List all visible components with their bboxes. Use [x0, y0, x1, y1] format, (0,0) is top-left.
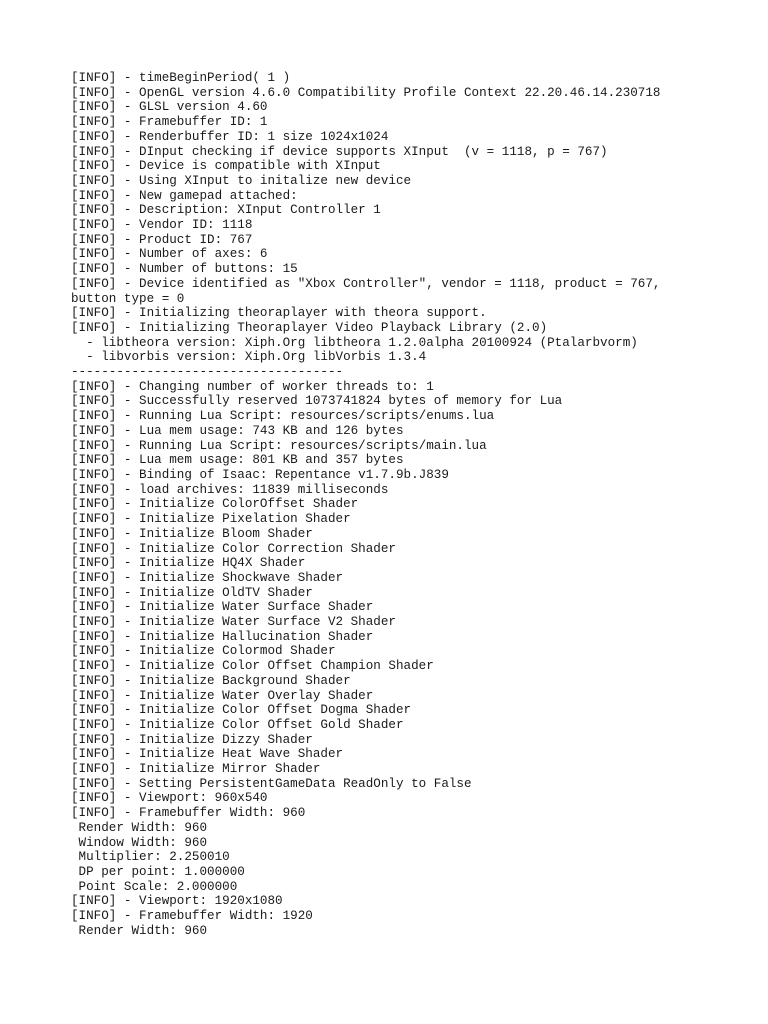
log-line: [INFO] - Initialize ColorOffset Shader: [71, 497, 359, 512]
log-line: [INFO] - Initializing Theoraplayer Video Playback Library (2.0): [71, 320, 548, 335]
log-line: [INFO] - New gamepad attached:: [71, 188, 298, 203]
log-line: [INFO] - Initialize Color Offset Gold Shader: [71, 717, 404, 732]
log-line: [INFO] - Initialize Colormod Shader: [71, 644, 336, 659]
log-line: DP per point: 1.000000: [71, 864, 245, 879]
log-line: [INFO] - DInput checking if device supports XInput (v = 1118, p = 767): [71, 144, 608, 159]
log-line: [INFO] - Using XInput to initalize new device: [71, 173, 412, 188]
log-line: [INFO] - Product ID: 767: [71, 232, 253, 247]
log-line: [INFO] - Initialize Heat Wave Shader: [71, 747, 344, 762]
log-line: [INFO] - Initialize Hallucination Shader: [71, 629, 374, 644]
log-line: Render Width: 960: [71, 820, 208, 835]
log-line: [INFO] - Initialize Color Offset Dogma Shader: [71, 703, 412, 718]
log-line: [INFO] - Framebuffer Width: 1920: [71, 909, 313, 924]
log-line: Render Width: 960: [71, 923, 208, 938]
log-line: [INFO] - Device identified as "Xbox Controller", vendor = 1118, product = 767,: [71, 276, 661, 291]
log-line: [INFO] - GLSL version 4.60: [71, 100, 268, 115]
log-line: [INFO] - Lua mem usage: 743 KB and 126 bytes: [71, 423, 404, 438]
log-line: Multiplier: 2.250010: [71, 850, 230, 865]
log-line: [INFO] - Lua mem usage: 801 KB and 357 bytes: [71, 453, 404, 468]
log-line: [INFO] - Initialize Water Overlay Shader: [71, 688, 374, 703]
log-line: [INFO] - Changing number of worker threads to: 1: [71, 379, 434, 394]
log-document: [71, 71, 711, 938]
log-line: Window Width: 960: [71, 835, 208, 850]
log-line: [INFO] - Initialize Dizzy Shader: [71, 732, 313, 747]
log-line: [INFO] - timeBeginPeriod( 1 ): [71, 71, 291, 85]
log-line: Point Scale: 2.000000: [71, 879, 238, 894]
log-line: [INFO] - Initializing theoraplayer with theora support.: [71, 306, 487, 321]
log-line: [INFO] - Initialize Color Offset Champion Shader: [71, 659, 434, 674]
log-line: button type = 0: [71, 291, 185, 306]
log-line: [INFO] - Setting PersistentGameData ReadOnly to False: [71, 776, 472, 791]
log-line: [INFO] - Successfully reserved 1073741824 bytes of memory for Lua: [71, 394, 563, 409]
log-line: [INFO] - Initialize Pixelation Shader: [71, 512, 351, 527]
log-line: [INFO] - Initialize OldTV Shader: [71, 585, 313, 600]
log-line: [INFO] - Description: XInput Controller 1: [71, 203, 381, 218]
log-line: [INFO] - Running Lua Script: resources/scripts/enums.lua: [71, 409, 495, 424]
log-line: [INFO] - OpenGL version 4.6.0 Compatibility Profile Context 22.20.46.14.230718: [71, 85, 661, 100]
log-line: [INFO] - Number of axes: 6: [71, 247, 268, 262]
log-line: [INFO] - Device is compatible with XInput: [71, 159, 381, 174]
log-line: - libtheora version: Xiph.Org libtheora 1.2.0alpha 20100924 (Ptalarbvorm): [71, 335, 638, 350]
log-line: [INFO] - Initialize Bloom Shader: [71, 526, 313, 541]
log-line: [INFO] - Running Lua Script: resources/scripts/main.lua: [71, 438, 487, 453]
log-line: [INFO] - Initialize Shockwave Shader: [71, 570, 344, 585]
log-line: [INFO] - Initialize Color Correction Shader: [71, 541, 396, 556]
log-line: [INFO] - Number of buttons: 15: [71, 262, 298, 277]
log-line: [INFO] - Initialize Water Surface V2 Shader: [71, 615, 396, 630]
log-line: [INFO] - Initialize Mirror Shader: [71, 762, 321, 777]
log-line: [INFO] - Renderbuffer ID: 1 size 1024x1024: [71, 129, 389, 144]
log-line: [INFO] - Viewport: 960x540: [71, 791, 268, 806]
log-line: [INFO] - Framebuffer ID: 1: [71, 115, 268, 130]
log-line: [INFO] - Initialize Water Surface Shader: [71, 600, 374, 615]
log-line: - libvorbis version: Xiph.Org libVorbis 1.3.4: [71, 350, 427, 365]
log-line: [INFO] - Initialize Background Shader: [71, 673, 351, 688]
log-line: [INFO] - Framebuffer Width: 960: [71, 806, 306, 821]
log-line: [INFO] - Binding of Isaac: Repentance v1.7.9b.J839: [71, 467, 449, 482]
log-line: [INFO] - Initialize HQ4X Shader: [71, 556, 306, 571]
log-line: [INFO] - load archives: 11839 milliseconds: [71, 482, 389, 497]
log-line: [INFO] - Vendor ID: 1118: [71, 218, 253, 233]
log-line: ------------------------------------: [71, 365, 344, 380]
log-line: [INFO] - Viewport: 1920x1080: [71, 894, 283, 909]
